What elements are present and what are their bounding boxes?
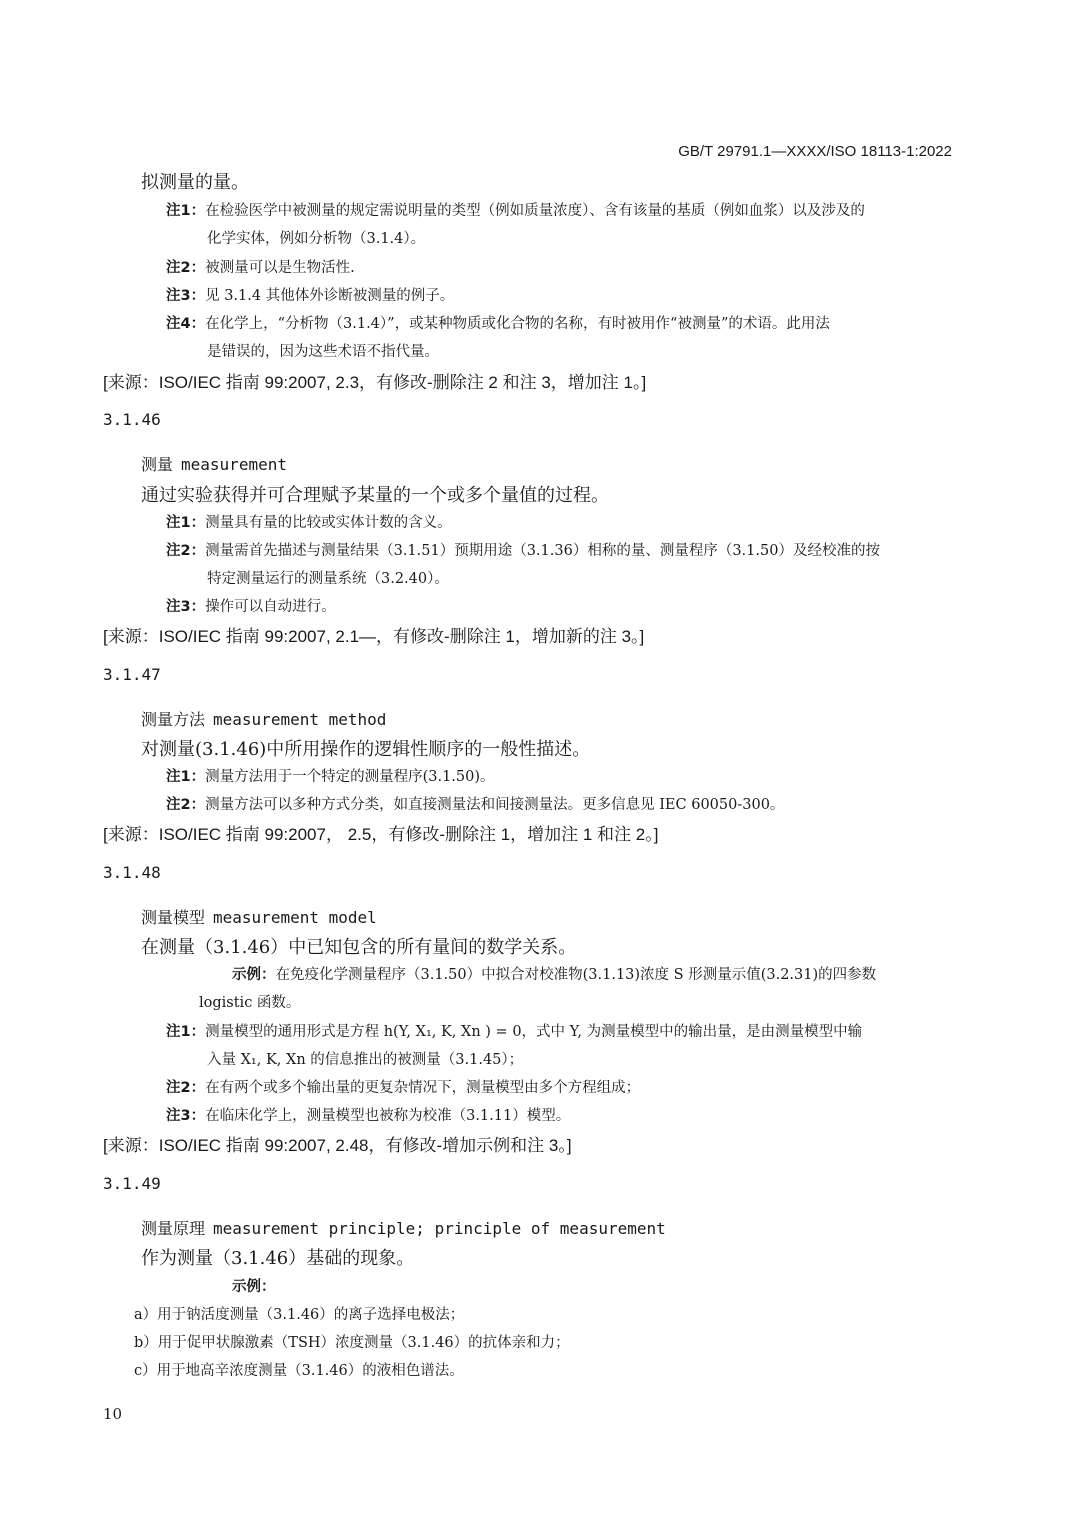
example-label: 示例：	[232, 1279, 276, 1295]
list-item: c）用于地高辛浓度测量（3.1.46）的液相色谱法。	[134, 1363, 464, 1379]
note-4: 注4：在化学上，“分析物（3.1.4）”，或某种物质或化合物的名称，有时被用作“被测量”的术语。此用法	[166, 316, 830, 332]
term-heading	[141, 1216, 666, 1239]
source-citation: [来源：ISO/IEC 指南 99:2007, 2.48，有修改-增加示例和注 3。]	[103, 1136, 572, 1155]
entry-number: 3.1.48	[103, 863, 161, 882]
entry-number: 3.1.46	[103, 410, 161, 429]
note-1: 注1：在检验医学中被测量的规定需说明量的类型（例如质量浓度）、含有该量的基质（例如血浆）以及涉及的	[166, 203, 865, 219]
note-1: 注1：测量具有量的比较或实体计数的含义。	[166, 515, 452, 531]
document-header: GB/T 29791.1—XXXX/ISO 18113-1:2022	[678, 143, 952, 160]
entry-number: 3.1.49	[103, 1174, 161, 1193]
definition: 对测量(3.1.46)中所用操作的逻辑性顺序的一般性描述。	[141, 739, 591, 760]
term-chinese: 测量方法	[141, 710, 206, 729]
term-heading	[141, 707, 386, 730]
note-2: 注2：测量方法可以多种方式分类，如直接测量法和间接测量法。更多信息见 IEC 60050-300。	[166, 797, 785, 813]
term-english: measurement principle; principle of measurement	[213, 1219, 666, 1238]
term-chinese: 测量原理	[141, 1219, 206, 1238]
term-english: measurement method	[213, 710, 387, 729]
note-2-continuation: 特定测量运行的测量系统（3.2.40）。	[207, 571, 449, 587]
term-english: measurement model	[213, 908, 377, 927]
list-item: a）用于钠活度测量（3.1.46）的离子选择电极法；	[134, 1307, 465, 1323]
note-2: 注2：在有两个或多个输出量的更复杂情况下，测量模型由多个方程组成；	[166, 1080, 641, 1096]
note-1-continuation: 化学实体，例如分析物（3.1.4）。	[207, 231, 426, 247]
note-2: 注2：被测量可以是生物活性.	[166, 260, 355, 276]
note-4-continuation: 是错误的，因为这些术语不指代量。	[207, 344, 439, 360]
term-chinese: 测量模型	[141, 908, 206, 927]
definition: 通过实验获得并可合理赋予某量的一个或多个量值的过程。	[141, 485, 609, 506]
term-english: measurement	[181, 455, 287, 474]
term-heading	[141, 905, 377, 928]
definition: 作为测量（3.1.46）基础的现象。	[141, 1248, 415, 1269]
note-1-continuation: 入量 X₁, K, Xn 的信息推出的被测量（3.1.45）；	[207, 1052, 524, 1068]
note-3: 注3：见 3.1.4 其他体外诊断被测量的例子。	[166, 288, 455, 304]
term-chinese: 测量	[141, 455, 174, 474]
note-1: 注1：测量方法用于一个特定的测量程序(3.1.50)。	[166, 769, 495, 785]
example-continuation: logistic 函数。	[199, 995, 301, 1011]
page-number: 10	[103, 1405, 123, 1423]
entry-number: 3.1.47	[103, 665, 161, 684]
list-item: b）用于促甲状腺激素（TSH）浓度测量（3.1.46）的抗体亲和力；	[134, 1335, 570, 1351]
source-citation: [来源：ISO/IEC 指南 99:2007, 2.1—，有修改-删除注 1，增加新的注 3。]	[103, 627, 645, 646]
note-2: 注2：测量需首先描述与测量结果（3.1.51）预期用途（3.1.36）相称的量、测量程序（3.1.50）及经校准的按	[166, 543, 880, 559]
note-1: 注1：测量模型的通用形式是方程 h(Y, X₁, K, Xn ) = 0，式中 Y, 为测量模型中的输出量，是由测量模型中输	[166, 1024, 863, 1040]
source-citation: [来源：ISO/IEC 指南 99:2007, 2.3，有修改-删除注 2 和注 3，增加注 1。]	[103, 373, 647, 392]
note-3: 注3：操作可以自动进行。	[166, 599, 336, 615]
source-citation: [来源：ISO/IEC 指南 99:2007， 2.5，有修改-删除注 1，增加注 1 和注 2。]	[103, 825, 659, 844]
example: 示例：在免疫化学测量程序（3.1.50）中拟合对校准物(3.1.13)浓度 S 形测量示值(3.2.31)的四参数	[232, 967, 877, 983]
definition-continuation: 拟测量的量。	[141, 172, 249, 193]
note-3: 注3：在临床化学上，测量模型也被称为校准（3.1.11）模型。	[166, 1108, 571, 1124]
term-heading	[141, 452, 287, 475]
definition: 在测量（3.1.46）中已知包含的所有量间的数学关系。	[141, 937, 577, 958]
